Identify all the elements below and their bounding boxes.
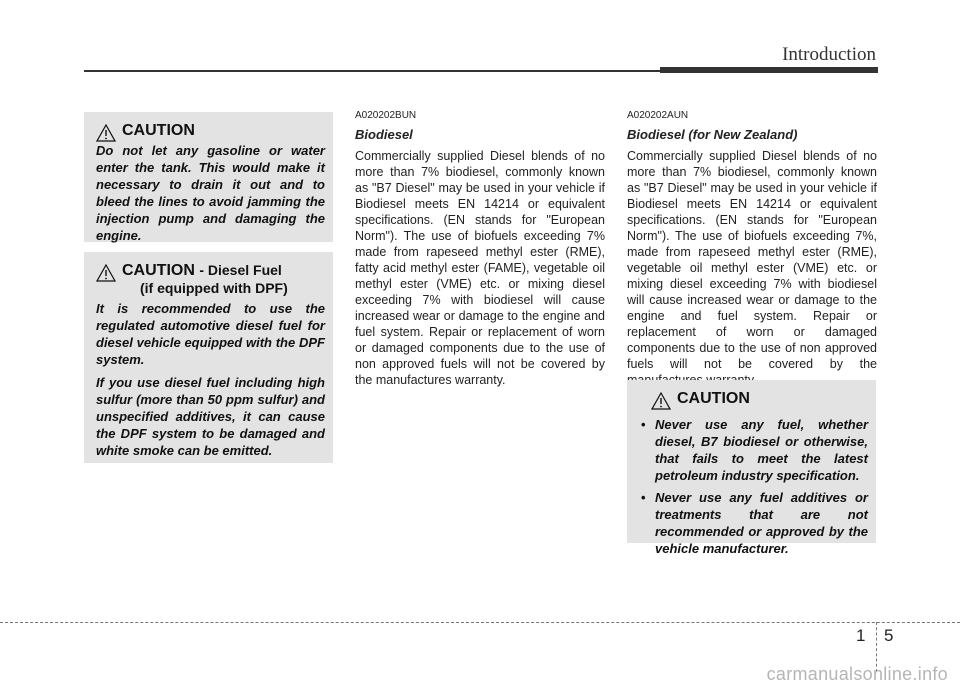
page-number: 5 bbox=[884, 626, 894, 645]
caution-bullet: • Never use any fuel, whether diesel, B7 biodiesel or otherwise, that fails to meet the latest petroleum industry specification. bbox=[639, 416, 868, 484]
caution-label: CAUTION bbox=[122, 262, 195, 279]
page-header-title: Introduction bbox=[782, 44, 876, 65]
caution-box-water bbox=[84, 112, 333, 242]
chapter-number: 1 bbox=[856, 626, 866, 645]
section-code: A020202BUN bbox=[355, 110, 417, 121]
caution-label: CAUTION bbox=[677, 390, 750, 407]
warning-triangle-icon bbox=[96, 124, 116, 142]
warning-triangle-icon bbox=[651, 392, 671, 410]
caution-box-fuel bbox=[627, 380, 876, 556]
caution-header bbox=[96, 122, 325, 142]
caution-bullet-list bbox=[639, 416, 868, 557]
caution-subtitle: - Diesel Fuel bbox=[199, 262, 282, 278]
section-code: A020202AUN bbox=[627, 110, 689, 121]
section-biodiesel-nz bbox=[627, 110, 877, 388]
section-body: Commercially supplied Diesel blends of no more than 7% biodiesel, commonly known as "B7 Diesel" may be used in your vehicle if Biodiesel meets EN 14214 or equivalent specifications. (EN stands for "European Norm"). The use of biofuels exceeding 7%, made from rapeseed methyl ester (RME), vegetable oil methyl ester (VME) etc. or mixing diesel exceeding 7% with biodiesel will cause increased wear or damage to the engine and fuel system. Repair or replacement of worn or damaged components due to the use of non approved fuels will not be covered by the bbox=[627, 149, 877, 371]
section-body: Commercially supplied Diesel blends of no more than 7% biodiesel, commonly known as "B7 Diesel" may be used in your vehicle if Biodiesel meets EN 14214 or equivalent specifications. (EN stands for "European Norm"). The use of biofuels exceeding 7% made from rapeseed methyl ester (RME), fatty acid methyl ester (FAME), vegetable oil methyl ester (VME) etc. or mixing diesel exceeding 7% with biodiesel will cause increased wear or damage to the engine and fuel system. Repair or replacement of worn or damaged components due to the use of non approved fuels will not be covered by the manufactures warranty. bbox=[355, 149, 605, 387]
section-biodiesel bbox=[355, 110, 605, 388]
watermark: carmanualsonline.info bbox=[766, 664, 948, 684]
caution-title-block bbox=[122, 262, 288, 296]
caution-text-1: It is recommended to use the regulated automotive diesel fuel for diesel vehicle equipped with the DPF system. bbox=[96, 301, 325, 367]
caution-text-2: If you use diesel fuel including high sulfur (more than 50 ppm sulfur) and unspecified additives, it can cause the DPF system to be damaged and white smoke can be emitted. bbox=[96, 375, 325, 458]
caution-label: CAUTION bbox=[122, 122, 195, 139]
header-rule bbox=[84, 70, 660, 72]
footer-rule bbox=[0, 622, 960, 623]
caution-header bbox=[96, 262, 325, 296]
caution-subtitle-line2: (if equipped with DPF) bbox=[140, 280, 288, 296]
caution-bullet: • Never use any fuel additives or treatments that are not recommended or approved by the vehicle manufacturer. bbox=[639, 489, 868, 557]
section-heading: Biodiesel bbox=[355, 127, 413, 142]
warning-triangle-icon bbox=[96, 264, 116, 282]
caution-text: Do not let any gasoline or water enter the tank. This would make it necessary to drain it out and to bleed the lines to avoid jamming the injection pump and damaging the engine. bbox=[96, 143, 325, 243]
caution-header bbox=[639, 390, 868, 410]
caution-box-dpf bbox=[84, 252, 333, 463]
section-heading: Biodiesel (for New Zealand) bbox=[627, 127, 798, 142]
header-bar bbox=[660, 67, 878, 73]
